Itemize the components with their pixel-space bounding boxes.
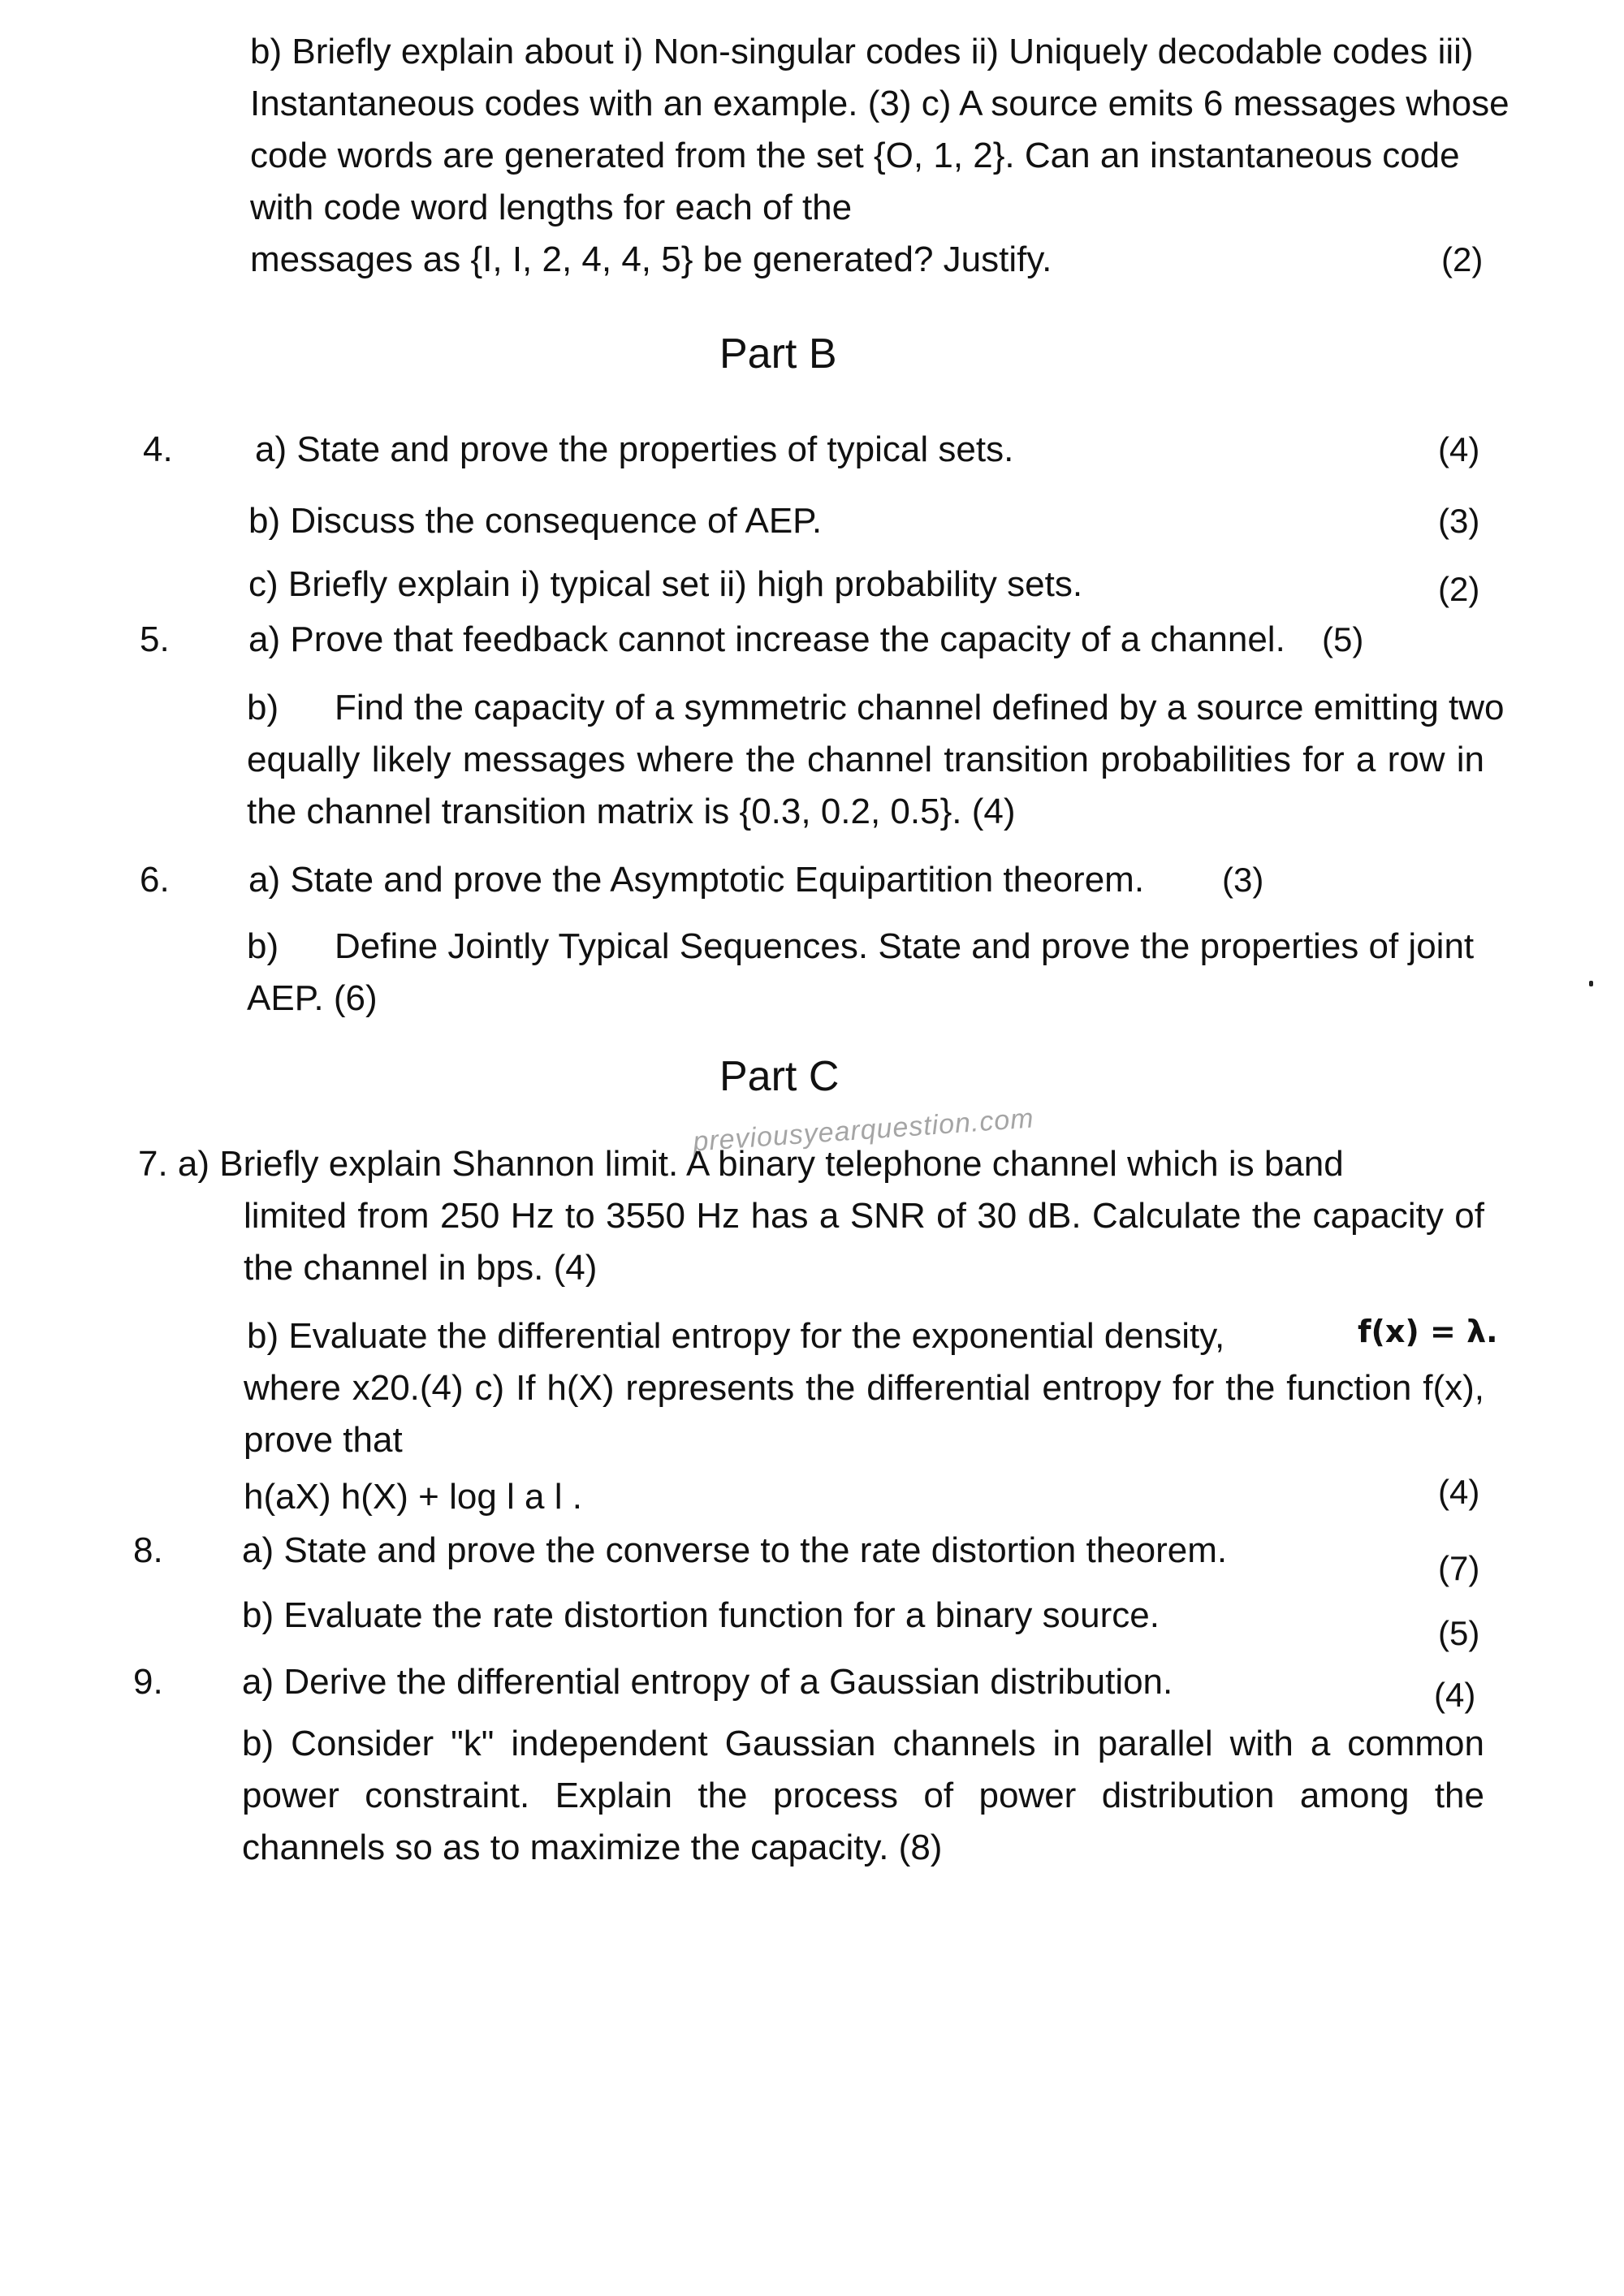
q3-line-4: with code word lengths for each of the: [250, 188, 853, 227]
q6-a: a) State and prove the Asymptotic Equipartition theorem.: [248, 860, 1145, 900]
q3-line-3: code words are generated from the set {O, 1, 2}. Can an instantaneous code: [250, 136, 1460, 175]
q4-c: c) Briefly explain i) typical set ii) high probability sets.: [248, 564, 1083, 604]
q4-number: 4.: [143, 429, 173, 469]
watermark: previousyearquestion.com: [692, 1103, 1035, 1158]
q3-line-5: messages as {I, I, 2, 4, 4, 5} be generated? Justify.: [250, 240, 1052, 279]
q8-a: a) State and prove the converse to the rate distortion theorem.: [242, 1530, 1228, 1570]
q5-a: a) Prove that feedback cannot increase the capacity of a channel.: [248, 619, 1285, 659]
q4-b: b) Discuss the consequence of AEP.: [248, 501, 823, 541]
q5-a-marks: (5): [1322, 620, 1364, 658]
q9-a: a) Derive the differential entropy of a Gaussian distribution.: [242, 1662, 1173, 1702]
part-b-heading: Part B: [719, 330, 837, 378]
q6-a-marks: (3): [1222, 861, 1264, 899]
q3-marks: (2): [1441, 240, 1484, 278]
q4-a: a) State and prove the properties of typical sets.: [255, 429, 1014, 469]
q7-c-formula: h(aX) h(X) + log l a l .: [244, 1477, 582, 1517]
q6-b-line-2: AEP. (6): [247, 978, 378, 1018]
q6-b-line-1: Define Jointly Typical Sequences. State and prove the properties of joint: [335, 926, 1475, 966]
part-c-heading: Part C: [719, 1053, 840, 1100]
q4-c-marks: (2): [1438, 570, 1480, 608]
q7-b-text: where x20.(4) c) If h(X) represents the differential entropy for the function f(x), prove that: [244, 1368, 1484, 1460]
q5-b-text: equally likely messages where the channel transition probabilities for a row in the channel transition matrix is {0.3, 0.2, 0.5}. (4): [247, 740, 1484, 831]
q7-c-marks: (4): [1438, 1473, 1480, 1511]
q8-b: b) Evaluate the rate distortion function for a binary source.: [242, 1595, 1160, 1635]
q7-b-line-1: b) Evaluate the differential entropy for the exponential density,: [247, 1316, 1225, 1356]
q3-line-2: Instantaneous codes with an example. (3) c) A source emits 6 messages whose: [250, 84, 1510, 123]
q4-a-marks: (4): [1438, 430, 1480, 468]
q3-line-1: b) Briefly explain about i) Non-singular codes ii) Uniquely decodable codes iii): [250, 32, 1474, 71]
q9-b-text: b) Consider "k" independent Gaussian channels in parallel with a common power constraint. Explain the process of power distribution among the channels so as to maximize the capacity. (8): [242, 1724, 1484, 1867]
q5-number: 5.: [140, 619, 170, 659]
stray-mark: [1589, 981, 1593, 986]
q7-a-text: limited from 250 Hz to 3550 Hz has a SNR of 30 dB. Calculate the capacity of the channel in bps. (4): [244, 1196, 1484, 1288]
q9-number: 9.: [133, 1662, 163, 1702]
q5-b-label: b): [247, 688, 279, 727]
q7-b-formula: f(x) = λ.: [1358, 1314, 1498, 1349]
q4-b-marks: (3): [1438, 502, 1480, 540]
q5-b-line-1: Find the capacity of a symmetric channel defined by a source emitting two: [335, 688, 1505, 727]
q7-lead: 7. a) Briefly explain Shannon limit. A binary telephone channel which is band: [138, 1144, 1344, 1184]
q8-b-marks: (5): [1438, 1614, 1480, 1652]
q9-a-marks: (4): [1434, 1676, 1476, 1714]
q8-number: 8.: [133, 1530, 163, 1570]
q6-number: 6.: [140, 860, 170, 900]
q6-b-label: b): [247, 926, 279, 966]
q8-a-marks: (7): [1438, 1549, 1480, 1587]
